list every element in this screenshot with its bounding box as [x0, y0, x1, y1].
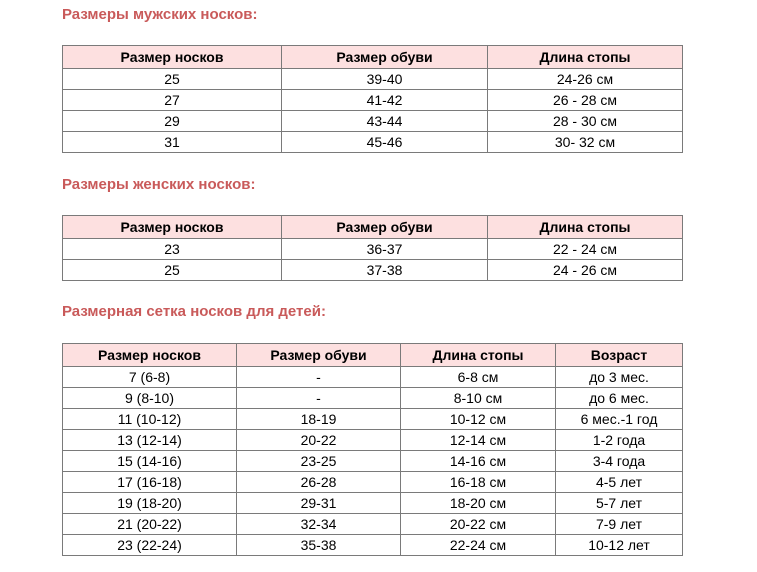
kids-table-header — [63, 344, 683, 367]
kids-header-age: Возраст — [556, 344, 683, 367]
men-section-title: Размеры мужских носков: — [62, 6, 258, 23]
table-cell: 30- 32 см — [488, 132, 683, 153]
table-cell: 19 (18-20) — [63, 493, 237, 514]
kids-size-table — [62, 343, 683, 556]
table-cell: 35-38 — [237, 535, 401, 556]
table-row — [63, 451, 683, 472]
table-cell: 18-19 — [237, 409, 401, 430]
table-cell: 1-2 года — [556, 430, 683, 451]
table-cell: 24 - 26 см — [488, 260, 683, 281]
table-cell: 23 (22-24) — [63, 535, 237, 556]
table-row — [63, 388, 683, 409]
table-cell: 10-12 см — [401, 409, 556, 430]
table-cell: 25 — [63, 260, 282, 281]
women-header-shoe-size: Размер обуви — [282, 216, 488, 239]
table-cell: 7-9 лет — [556, 514, 683, 535]
table-cell: 14-16 см — [401, 451, 556, 472]
kids-header-shoe-size: Размер обуви — [237, 344, 401, 367]
table-row — [63, 493, 683, 514]
table-cell: 45-46 — [282, 132, 488, 153]
table-cell: 4-5 лет — [556, 472, 683, 493]
table-cell: 41-42 — [282, 90, 488, 111]
table-cell: 17 (16-18) — [63, 472, 237, 493]
table-cell: 18-20 см — [401, 493, 556, 514]
men-table-header — [63, 46, 683, 69]
table-row — [63, 535, 683, 556]
table-cell: 11 (10-12) — [63, 409, 237, 430]
table-cell: до 6 мес. — [556, 388, 683, 409]
table-row — [63, 111, 683, 132]
table-row — [63, 409, 683, 430]
table-cell: 26-28 — [237, 472, 401, 493]
table-cell: 36-37 — [282, 239, 488, 260]
women-header-sock-size: Размер носков — [63, 216, 282, 239]
kids-header-foot-length: Длина стопы — [401, 344, 556, 367]
table-cell: 22-24 см — [401, 535, 556, 556]
kids-header-sock-size: Размер носков — [63, 344, 237, 367]
table-row — [63, 472, 683, 493]
table-cell: 22 - 24 см — [488, 239, 683, 260]
table-cell: 31 — [63, 132, 282, 153]
men-header-shoe-size: Размер обуви — [282, 46, 488, 69]
table-cell: 24-26 см — [488, 69, 683, 90]
table-row — [63, 430, 683, 451]
kids-section-title: Размерная сетка носков для детей: — [62, 303, 326, 320]
table-cell: 25 — [63, 69, 282, 90]
table-cell: 12-14 см — [401, 430, 556, 451]
table-cell: 7 (6-8) — [63, 367, 237, 388]
table-cell: 32-34 — [237, 514, 401, 535]
table-cell: 39-40 — [282, 69, 488, 90]
table-cell: 3-4 года — [556, 451, 683, 472]
table-cell: 15 (14-16) — [63, 451, 237, 472]
men-header-foot-length: Длина стопы — [488, 46, 683, 69]
table-cell: 20-22 см — [401, 514, 556, 535]
women-table-header — [63, 216, 683, 239]
table-cell: - — [237, 367, 401, 388]
table-cell: 28 - 30 см — [488, 111, 683, 132]
women-size-table — [62, 215, 683, 281]
table-cell: 21 (20-22) — [63, 514, 237, 535]
table-cell: 23-25 — [237, 451, 401, 472]
table-cell: 26 - 28 см — [488, 90, 683, 111]
table-row — [63, 367, 683, 388]
table-row — [63, 90, 683, 111]
table-cell: 29 — [63, 111, 282, 132]
table-cell: 29-31 — [237, 493, 401, 514]
table-cell: 13 (12-14) — [63, 430, 237, 451]
table-row — [63, 132, 683, 153]
table-row — [63, 260, 683, 281]
table-cell: 10-12 лет — [556, 535, 683, 556]
table-cell: 16-18 см — [401, 472, 556, 493]
table-row — [63, 69, 683, 90]
men-size-table — [62, 45, 683, 153]
table-cell: 27 — [63, 90, 282, 111]
table-row — [63, 239, 683, 260]
men-header-sock-size: Размер носков — [63, 46, 282, 69]
table-cell: 20-22 — [237, 430, 401, 451]
table-cell: 9 (8-10) — [63, 388, 237, 409]
table-cell: 8-10 см — [401, 388, 556, 409]
table-cell: 6-8 см — [401, 367, 556, 388]
table-row — [63, 514, 683, 535]
women-header-foot-length: Длина стопы — [488, 216, 683, 239]
table-cell: 6 мес.-1 год — [556, 409, 683, 430]
table-cell: до 3 мес. — [556, 367, 683, 388]
table-cell: 37-38 — [282, 260, 488, 281]
table-cell: 5-7 лет — [556, 493, 683, 514]
table-cell: 23 — [63, 239, 282, 260]
table-cell: - — [237, 388, 401, 409]
table-cell: 43-44 — [282, 111, 488, 132]
women-section-title: Размеры женских носков: — [62, 176, 256, 193]
